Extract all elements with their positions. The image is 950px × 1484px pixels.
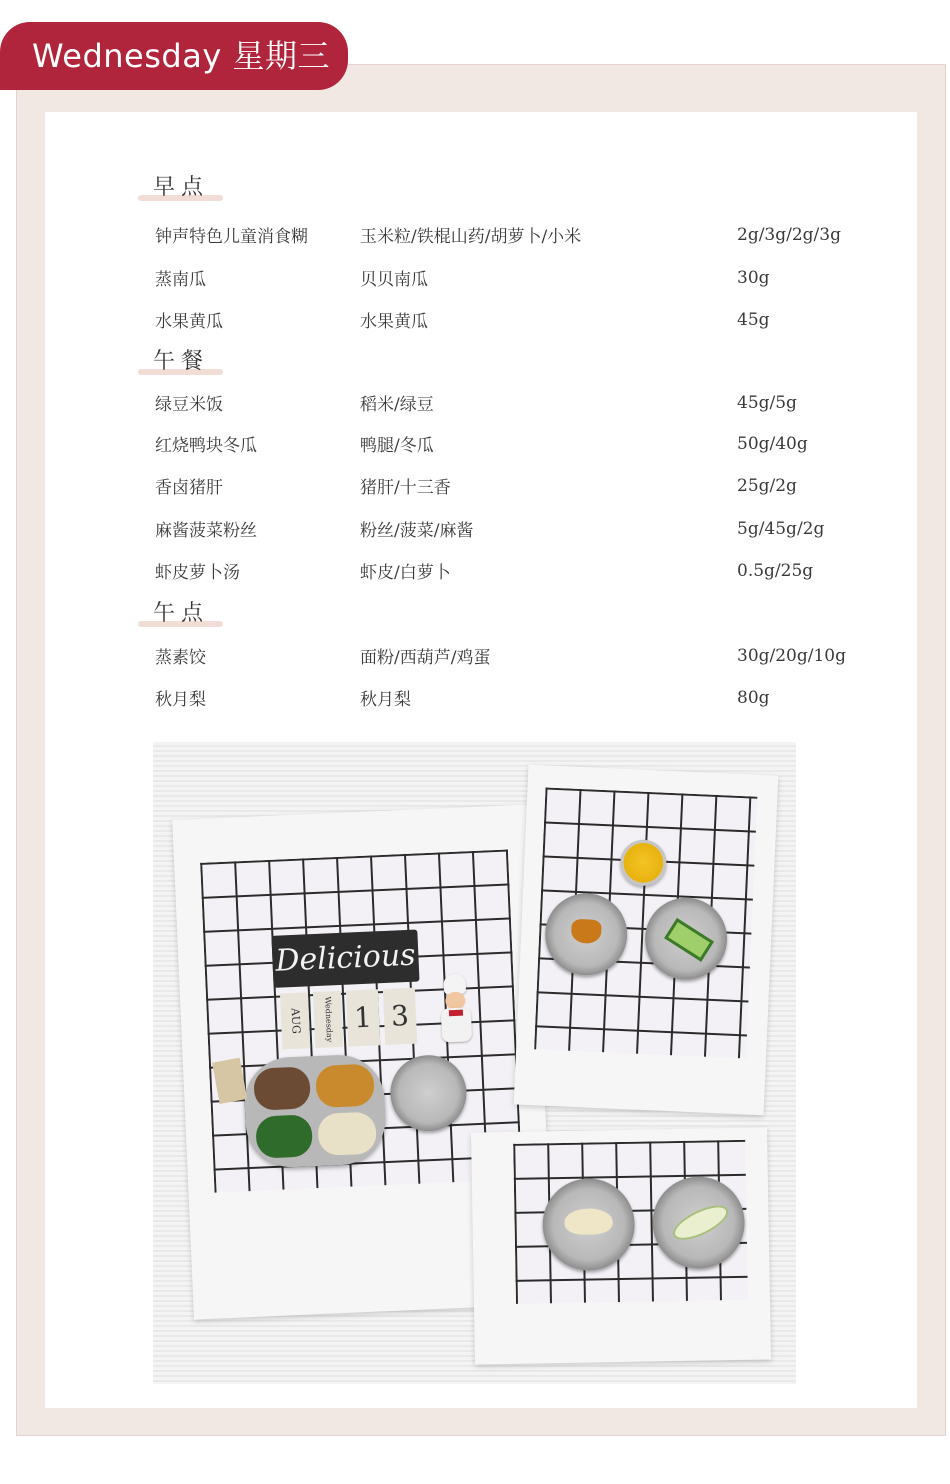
dish-amount: 30g/20g/10g [737,646,846,666]
dish-amount: 80g [737,688,770,708]
menu-row [0,643,950,673]
menu-row [0,222,950,252]
dish-amount: 0.5g/25g [737,561,814,581]
menu-row [0,516,950,546]
dish-name: 秋月梨 [155,690,206,710]
dish-name: 蒸南瓜 [155,270,206,290]
dish-name: 钟声特色儿童消食糊 [155,227,308,247]
section-title-snack: 午点 [153,601,210,626]
dish-name: 蒸素饺 [155,648,206,668]
menu-row [0,558,950,588]
dish-name: 香卤猪肝 [155,478,223,498]
dish-amount: 5g/45g/2g [737,519,825,539]
dish-ingredients: 鸭腿/冬瓜 [360,436,434,456]
calendar-blocks [280,987,422,1049]
dish-ingredients: 面粉/西葫芦/鸡蛋 [360,648,491,668]
dish-name: 水果黄瓜 [155,312,223,332]
chef-figurine [435,973,476,1053]
section-title-breakfast: 早点 [153,175,210,200]
dish-amount: 25g/2g [737,476,797,496]
photo-snack [471,1127,771,1364]
delicious-sign: Delicious [271,930,419,988]
dish-ingredients: 猪肝/十三香 [360,478,451,498]
dish-ingredients: 贝贝南瓜 [360,270,428,290]
menu-row [0,390,950,420]
dish-ingredients: 水果黄瓜 [360,312,428,332]
photo-breakfast [514,765,779,1116]
dish-ingredients: 虾皮/白萝卜 [360,563,451,583]
photo-collage [153,742,796,1384]
dish-ingredients: 玉米粒/铁棍山药/胡萝卜/小米 [360,227,582,247]
dish-ingredients: 稻米/绿豆 [360,395,434,415]
dish-amount: 45g/5g [737,393,797,413]
day-tab: Wednesday 星期三 [0,22,348,90]
dish-amount: 2g/3g/2g/3g [737,225,841,245]
lunch-tray [243,1053,388,1169]
dish-amount: 50g/40g [737,434,808,454]
dish-amount: 30g [737,268,770,288]
dish-name: 虾皮萝卜汤 [155,563,240,583]
dish-amount: 45g [737,310,770,330]
calendar-digit: 1 [346,989,380,1046]
dish-name: 红烧鸭块冬瓜 [155,436,257,456]
dish-name: 麻酱菠菜粉丝 [155,521,257,541]
calendar-digit: 3 [383,988,417,1045]
dish-ingredients: 秋月梨 [360,690,411,710]
calendar-month: AUG [280,992,310,1049]
section-title-lunch: 午餐 [153,349,210,374]
menu-row [0,307,950,337]
dish-ingredients: 粉丝/菠菜/麻酱 [360,521,474,541]
menu-row [0,473,950,503]
menu-row [0,431,950,461]
menu-row [0,265,950,295]
dish-name: 绿豆米饭 [155,395,223,415]
menu-row [0,685,950,715]
calendar-weekday: Wednesday [313,991,343,1048]
